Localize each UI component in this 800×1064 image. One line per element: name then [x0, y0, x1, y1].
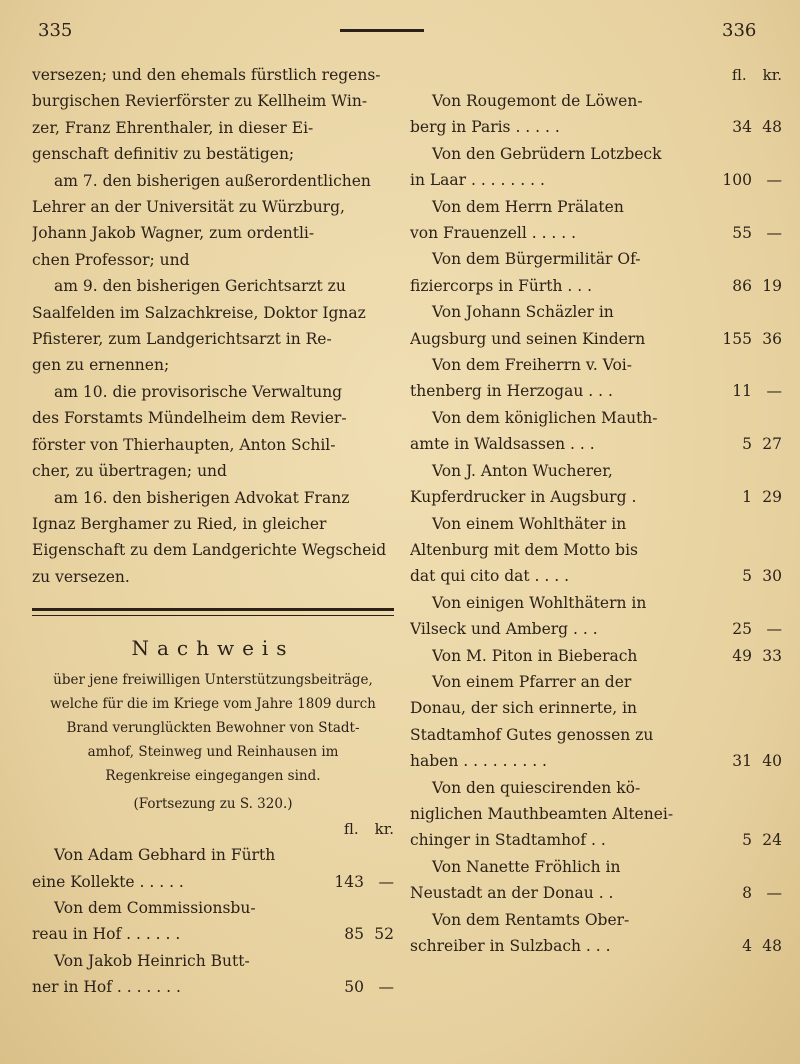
entry-amount-row [410, 643, 782, 669]
amount-florin: 100 [722, 171, 752, 190]
contribution-entry [410, 590, 782, 643]
amount-florin: 143 [334, 872, 364, 891]
amount-florin: 5 [742, 435, 752, 454]
text-line: Eigenschaft zu dem Landgerichte Wegscheid [32, 541, 387, 560]
amount-kreuzer: 29 [762, 488, 782, 507]
amount-florin: 8 [742, 884, 752, 903]
entry-text-line: Von Johann Schäzler in [432, 303, 614, 322]
amount-kreuzer: — [766, 382, 782, 401]
contribution-list-right [410, 88, 782, 959]
amount-kreuzer: — [766, 171, 782, 190]
entry-amount-row [410, 880, 782, 906]
page-number-right: 336 [722, 20, 757, 41]
entry-text-line: Von Rougemont de Löwen- [432, 92, 643, 110]
entry-text: chinger in Stadtamhof . . [410, 831, 606, 850]
entry-amount-row [410, 114, 782, 140]
contribution-entry [410, 775, 782, 854]
section-subheading [32, 668, 394, 788]
entry-text: Von M. Piton in Bieberach [432, 646, 638, 665]
amount-kreuzer: — [766, 620, 782, 639]
entry-text-line: Von dem Freiherrn v. Voi- [432, 356, 632, 375]
entry-text: reau in Hof . . . . . . [32, 925, 181, 944]
text-line: am 9. den bisherigen Gerichtsarzt zu [54, 277, 346, 296]
amount-kreuzer: 27 [762, 435, 782, 454]
amount-florin: 1 [742, 488, 752, 507]
amount-florin: 34 [732, 118, 752, 137]
amount-kreuzer: 48 [762, 937, 782, 955]
amount-florin: 155 [722, 329, 752, 348]
amount-kreuzer: 48 [762, 118, 782, 137]
entry-amount-row [410, 378, 782, 404]
entry-amount-row [32, 974, 394, 1000]
amount-kreuzer: 19 [762, 276, 782, 295]
section-heading: Nachweis [131, 636, 295, 661]
entry-text-line: Donau, der sich erinnerte, in [410, 699, 638, 718]
entry-text: dat qui cito dat . . . . [410, 567, 570, 586]
unit-fl: fl. [343, 820, 359, 839]
text-line: Johann Jakob Wagner, zum ordentli- [32, 224, 315, 243]
entry-text-line: Von den quiescirenden kö- [432, 778, 641, 797]
entry-text-line: Von dem Herrn Prälaten [432, 197, 624, 216]
page-number-left: 335 [38, 20, 73, 41]
text-line: des Forstamts Mündelheim dem Revier- [32, 409, 347, 428]
amount-florin: 25 [732, 620, 752, 639]
amount-kreuzer: 40 [762, 752, 782, 771]
right-column [410, 62, 782, 959]
entry-text-line: niglichen Mauthbeamten Altenei- [410, 804, 674, 823]
entry-amount-row [410, 167, 782, 193]
text-line: zu versezen. [32, 567, 130, 586]
amount-florin: 5 [742, 831, 752, 850]
amount-kreuzer: — [378, 872, 394, 891]
amount-kreuzer: 33 [762, 646, 782, 665]
entry-text-line: Von Jakob Heinrich Butt- [54, 951, 250, 970]
entry-text: thenberg in Herzogau . . . [410, 382, 613, 401]
text-line: burgischen Revierförster zu Kellheim Win- [32, 92, 368, 111]
decree-text [32, 62, 394, 590]
unit-kr: kr. [374, 820, 394, 839]
text-line: cher, zu übertragen; und [32, 462, 227, 481]
amount-kreuzer: 30 [762, 567, 782, 586]
entry-text-line: Von Nanette Fröhlich in [432, 857, 621, 876]
text-line: am 16. den bisherigen Advokat Franz [54, 488, 350, 507]
entry-amount-row [410, 748, 782, 774]
amount-florin: 55 [732, 224, 752, 243]
entry-text: ner in Hof . . . . . . . [32, 978, 181, 997]
text-line: Lehrer an der Universität zu Würzburg, [32, 198, 345, 217]
entry-amount-row [410, 563, 782, 589]
entry-amount-row [410, 326, 782, 352]
amount-florin: 4 [742, 937, 752, 955]
text-line: chen Professor; und [32, 250, 190, 269]
entry-text: amte in Waldsassen . . . [410, 435, 595, 454]
amount-florin: 85 [344, 925, 364, 944]
text-line: am 7. den bisherigen außerordentlichen [54, 171, 371, 190]
text-line: Saalfelden im Salzachkreise, Doktor Ignaz [32, 303, 366, 322]
amount-kreuzer: — [766, 224, 782, 243]
entry-amount-row [410, 616, 782, 642]
contribution-entry [410, 194, 782, 247]
unit-header [32, 816, 394, 842]
entry-text: Kupferdrucker in Augsburg . [410, 488, 637, 507]
text-line: Pfisterer, zum Landgerichtsarzt in Re- [32, 330, 332, 349]
text-line: Ignaz Berghamer zu Ried, in gleicher [32, 514, 327, 533]
entry-text-line: Altenburg mit dem Motto bis [410, 540, 638, 559]
entry-text: schreiber in Sulzbach . . . [410, 937, 611, 955]
entry-text: in Laar . . . . . . . . [410, 171, 545, 190]
entry-text-line: Von J. Anton Wucherer, [432, 461, 613, 480]
entry-amount-row [410, 484, 782, 510]
entry-text-line: Von dem Commissionsbu- [54, 898, 256, 917]
entry-text: berg in Paris . . . . . [410, 118, 560, 137]
entry-text-line: Von einem Pfarrer an der [432, 672, 632, 691]
subheading-line: Brand verunglückten Bewohner von Stadt- [66, 720, 360, 737]
entry-text: Neustadt an der Donau . . [410, 884, 614, 903]
entry-amount-row [410, 827, 782, 853]
section-rule [32, 608, 394, 616]
entry-text: Augsburg und seinen Kindern [410, 329, 646, 348]
entry-text-line: Von dem königlichen Mauth- [432, 408, 658, 427]
contribution-entry [32, 895, 394, 948]
text-line: am 10. die provisorische Verwaltung [54, 382, 343, 401]
entry-text: fiziercorps in Fürth . . . [410, 276, 593, 295]
contribution-entry [410, 141, 782, 194]
entry-text-line: Von dem Bürgermilitär Of- [432, 250, 641, 269]
text-line: förster von Thierhaupten, Anton Schil- [32, 435, 336, 454]
amount-kreuzer: 52 [374, 925, 394, 944]
amount-florin: 86 [732, 276, 752, 295]
entry-text-line: Von einigen Wohlthätern in [432, 593, 647, 612]
amount-florin: 49 [732, 646, 752, 665]
contribution-entry [410, 299, 782, 352]
subheading-line: amhof, Steinweg und Reinhausen im [87, 744, 339, 761]
amount-kreuzer: 36 [762, 329, 782, 348]
contribution-entry [410, 643, 782, 669]
amount-florin: 31 [732, 752, 752, 771]
contribution-entry [410, 854, 782, 907]
amount-florin: 50 [344, 978, 364, 997]
contribution-entry [410, 88, 782, 141]
entry-amount-row [32, 869, 394, 895]
amount-florin: 5 [742, 567, 752, 586]
contribution-entry [410, 907, 782, 960]
entry-amount-row [32, 921, 394, 947]
contribution-entry [410, 352, 782, 405]
contribution-entry [32, 842, 394, 895]
contribution-list-left [32, 842, 394, 1000]
contribution-entry [32, 948, 394, 1001]
unit-kr: kr. [762, 66, 782, 84]
left-column [32, 62, 394, 1001]
contribution-entry [410, 669, 782, 775]
entry-amount-row [410, 220, 782, 246]
entry-amount-row [410, 933, 782, 959]
contribution-entry [410, 511, 782, 590]
text-line: versezen; und den ehemals fürstlich regens- [32, 66, 381, 84]
contribution-entry [410, 405, 782, 458]
subheading-line: Regenkreise eingegangen sind. [105, 768, 321, 785]
amount-kreuzer: — [378, 978, 394, 997]
amount-kreuzer: 24 [762, 831, 782, 850]
text-line: zer, Franz Ehrenthaler, in dieser Ei- [32, 118, 314, 137]
amount-kreuzer: — [766, 884, 782, 903]
entry-text-line: Stadtamhof Gutes genossen zu [410, 725, 654, 744]
text-line: gen zu ernennen; [32, 356, 170, 375]
entry-text-line: Von einem Wohlthäter in [432, 514, 627, 533]
amount-florin: 11 [732, 382, 752, 401]
subheading-line: welche für die im Kriege vom Jahre 1809 durch [50, 696, 376, 713]
entry-text-line: Von den Gebrüdern Lotzbeck [432, 144, 662, 163]
entry-text-line: Von dem Rentamts Ober- [432, 910, 630, 929]
entry-text: Vilseck und Amberg . . . [410, 620, 598, 639]
unit-fl: fl. [731, 66, 747, 84]
subheading-line: über jene freiwilligen Unterstützungsbeiträge, [53, 672, 373, 689]
continuation-note: (Fortsezung zu S. 320.) [133, 796, 293, 813]
entry-amount-row [410, 273, 782, 299]
entry-text: eine Kollekte . . . . . [32, 872, 184, 891]
entry-text-line: Von Adam Gebhard in Fürth [54, 846, 276, 865]
entry-amount-row [410, 431, 782, 457]
entry-text: von Frauenzell . . . . . [410, 224, 577, 243]
contribution-entry [410, 458, 782, 511]
text-line: genschaft definitiv zu bestätigen; [32, 145, 295, 164]
header-rule [340, 29, 424, 32]
contribution-entry [410, 246, 782, 299]
unit-header [410, 62, 782, 88]
entry-text: haben . . . . . . . . . [410, 752, 547, 771]
